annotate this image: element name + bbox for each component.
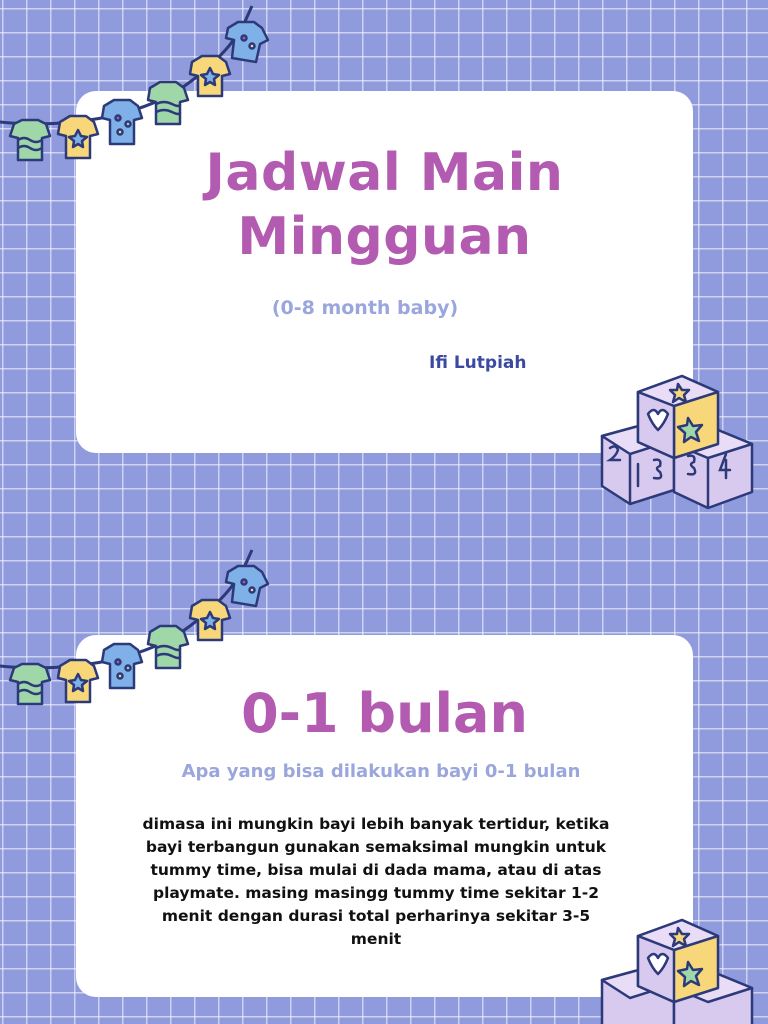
- section-subtitle: Apa yang bisa dilakukan bayi 0-1 bulan: [181, 761, 581, 782]
- section-body: dimasa ini mungkin bayi lebih banyak tertidur, ketika bayi terbangun gunakan semaksimal mungkin untuk tummy time, bisa mulai di dada mama, atau di atas playmate. masing masingg tummy time sekitar 1-2 menit dengan durasi total perharinya sekitar 3-5 menit: [142, 815, 610, 948]
- author-name: Ifi Lutpiah: [429, 353, 527, 373]
- section-title: 0-1 bulan: [241, 682, 528, 745]
- page-subtitle: (0-8 month baby): [271, 297, 459, 319]
- baby-onesie-garland-icon: [0, 544, 290, 724]
- toy-blocks-icon: [596, 906, 758, 1024]
- page-title-line-2: Mingguan: [237, 207, 532, 267]
- page-title-line-1: Jadwal Main: [205, 143, 564, 203]
- baby-onesie-garland-icon: [0, 0, 290, 180]
- toy-blocks-icon: [596, 362, 758, 512]
